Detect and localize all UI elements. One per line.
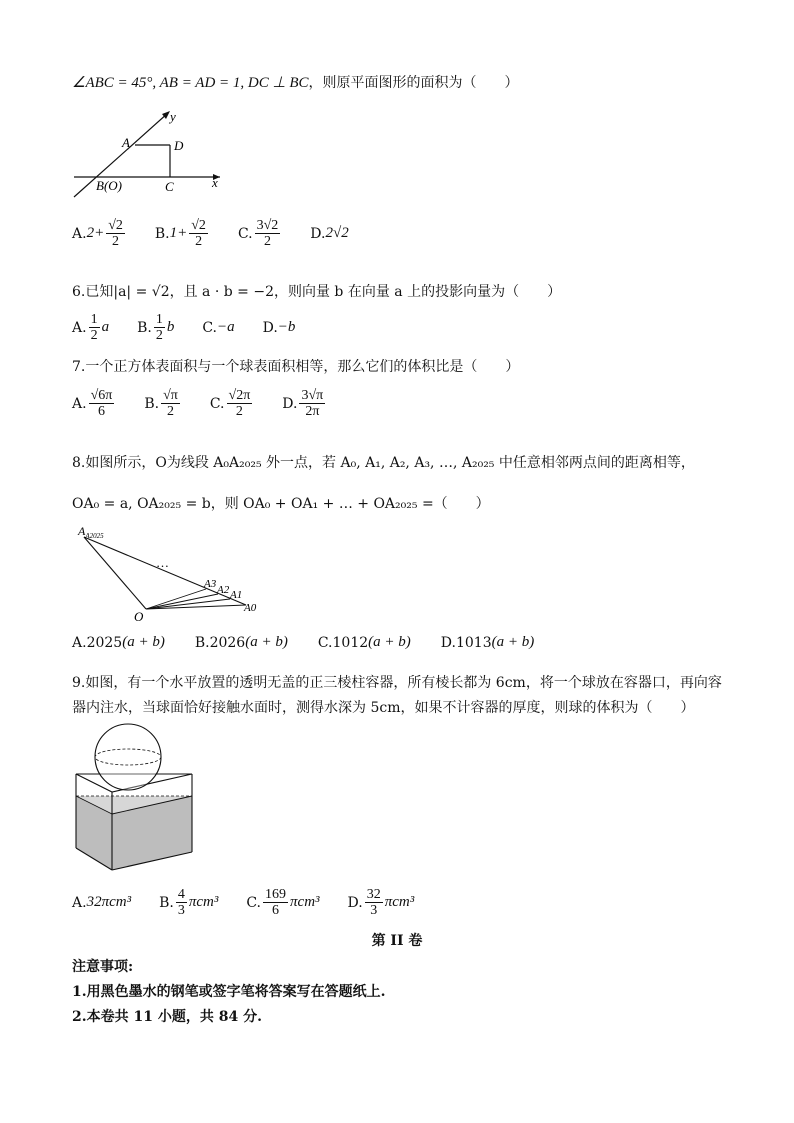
- q8-option-c[interactable]: C. 1012 (a + b): [317, 634, 411, 651]
- q5-option-c[interactable]: C. $\frac{3√2}{2}$: [237, 218, 279, 250]
- q5-label-C: C: [165, 179, 174, 194]
- q8-label-A2025: $A_{A2025}$: [78, 525, 104, 540]
- q5-stem-text: ，则原平面图形的面积为（ ）: [308, 75, 519, 91]
- q8-figure: [70, 525, 270, 625]
- q8-ellipsis: …: [156, 555, 169, 570]
- q9-option-c[interactable]: C. $\frac{169}{6}$ πcm³: [246, 887, 320, 919]
- q8-stem-line2: OA₀ = a, OA₂₀₂₅ = b，则 OA₀ + OA₁ + … + OA₂₀₂₅ =（ ）: [72, 496, 490, 512]
- q5-stem: [72, 72, 519, 92]
- q8-label-O: O: [134, 609, 144, 624]
- q9-stem-line2: 器内注水，当球面恰好接触水面时，测得水深为 5cm，如果不计容器的厚度，则球的体积为（ ）: [72, 700, 695, 716]
- q9-stem-line1: 9.如图，有一个水平放置的透明无盖的正三棱柱容器，所有棱长都为 6cm，将一个球放在容器口，再向容: [72, 675, 722, 691]
- note-1: 1.用黑色墨水的钢笔或签字笔将答案写在答题纸上.: [72, 984, 386, 1000]
- q5-stem-math: ∠ABC = 45°, AB = AD = 1, DC ⊥ BC: [72, 75, 309, 91]
- q5-label-BO: B(O): [96, 178, 122, 193]
- q5-label-x: x: [212, 175, 218, 190]
- q9-option-d[interactable]: D. $\frac{32}{3}$ πcm³: [347, 887, 415, 919]
- q6-option-d[interactable]: D. −b: [262, 319, 296, 336]
- q7-option-b[interactable]: B. $\frac{√\pi}{2}$: [144, 388, 178, 420]
- q5-option-d[interactable]: D. 2√2: [310, 225, 349, 242]
- q8-label-A3: A3: [204, 578, 217, 590]
- q7-option-a[interactable]: A. $\frac{√6\pi}{6}$: [72, 388, 113, 420]
- q8-stem-line1: 8.如图所示，O为线段 A₀A₂₀₂₅ 外一点，若 A₀, A₁, A₂, A₃, …, A₂₀₂₅ 中任意相邻两点间的距离相等，: [72, 455, 695, 471]
- q7-option-d[interactable]: D. $\frac{3√\pi}{2\pi}$: [282, 388, 324, 420]
- q6-stem: 6.已知|a| = √2，且 a · b = −2，则向量 b 在向量 a 上的投影向量为（ ）: [72, 284, 562, 300]
- note-2: 2.本卷共 11 小题，共 84 分.: [72, 1009, 262, 1025]
- notes-title: 注意事项:: [72, 959, 134, 975]
- q7-stem: 7.一个正方体表面积与一个球表面积相等，那么它们的体积比是（ ）: [72, 359, 520, 375]
- section-title: 第 II 卷: [371, 933, 423, 949]
- q5-option-b[interactable]: B. 1+ $\frac{√2}{2}$: [154, 218, 206, 250]
- q8-label-A0: A0: [244, 602, 257, 614]
- q5-label-D: D: [174, 138, 184, 153]
- q5-options: [72, 218, 377, 250]
- q9-figure: [72, 722, 212, 878]
- q9-options: [72, 887, 442, 919]
- q7-option-c[interactable]: C. $\frac{√2\pi}{2}$: [209, 388, 251, 420]
- q9-option-a[interactable]: A. 32πcm³: [72, 894, 132, 911]
- q6-option-c[interactable]: C. −a: [202, 319, 235, 336]
- q5-label-A: A: [122, 135, 130, 150]
- q8-option-a[interactable]: A. 2025 (a + b): [72, 634, 165, 651]
- q8-label-A1: A1: [230, 589, 243, 601]
- q8-options: [72, 634, 562, 651]
- q9-option-b[interactable]: B. $\frac{4}{3}$ πcm³: [159, 887, 219, 919]
- q6-option-b[interactable]: B. $\frac{1}{2}$ b: [137, 312, 175, 344]
- q8-label-A2: A2: [217, 584, 230, 596]
- q5-figure: [70, 105, 230, 200]
- q6-options: [72, 312, 323, 344]
- q8-option-d[interactable]: D. 1013 (a + b): [440, 634, 535, 651]
- q5-option-a[interactable]: A. 2+ $\frac{√2}{2}$: [72, 218, 123, 250]
- q5-label-y: y: [170, 109, 176, 124]
- q8-option-b[interactable]: B. 2026 (a + b): [194, 634, 288, 651]
- q7-options: [72, 388, 355, 420]
- q6-option-a[interactable]: A. $\frac{1}{2}$ a: [72, 312, 110, 344]
